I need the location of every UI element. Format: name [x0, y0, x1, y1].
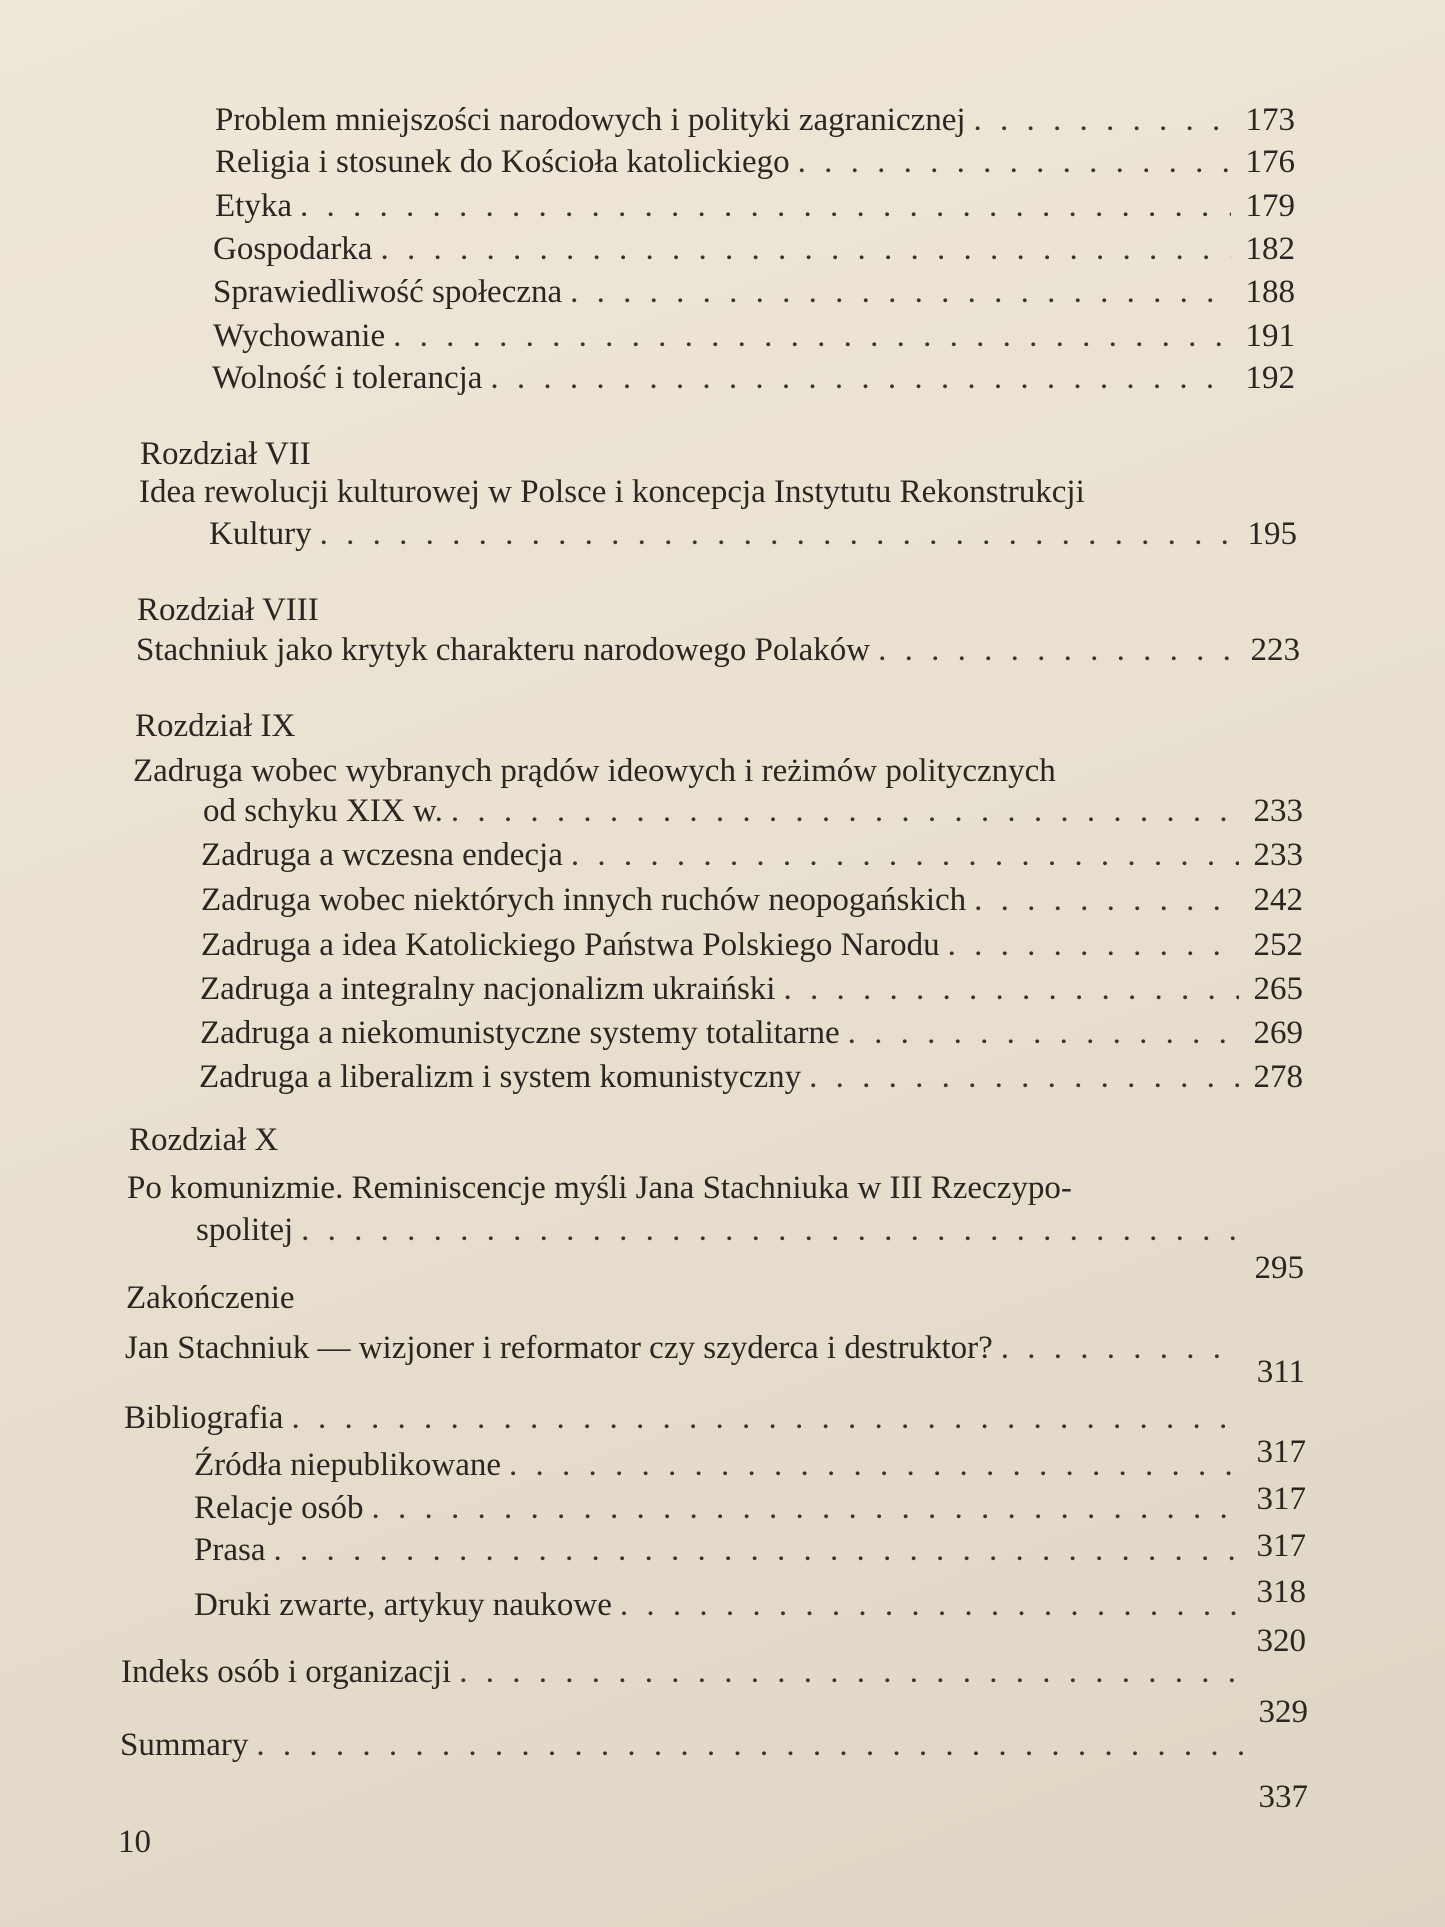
chapter-heading: Rozdział VII — [140, 436, 311, 472]
toc-entry — [213, 229, 1295, 269]
toc-entry-page: 311 — [1256, 1354, 1305, 1390]
toc-entry-title: Wolność i tolerancja — [212, 360, 483, 396]
dot-leader — [300, 186, 1231, 226]
dot-leader — [620, 1585, 1242, 1625]
toc-entry-page: 179 — [1245, 188, 1295, 224]
toc-entry-title: Gospodarka — [213, 231, 373, 267]
toc-entry — [201, 835, 1303, 875]
dot-leader — [393, 316, 1231, 356]
dot-leader — [1001, 1328, 1241, 1368]
toc-entry — [201, 880, 1303, 920]
dot-leader — [974, 100, 1231, 140]
toc-entry-title: Zadruga a integralny nacjonalizm ukraiński — [200, 971, 776, 1007]
dot-leader — [372, 1488, 1242, 1528]
toc-entry — [120, 1725, 1308, 1815]
dot-leader — [459, 1652, 1244, 1692]
toc-entry-page: 329 — [1258, 1694, 1308, 1730]
toc-entry-title: Etyka — [215, 188, 292, 224]
chapter-title: Idea rewolucji kulturowej w Polsce i koncepcja Instytutu Rekonstrukcji — [139, 474, 1085, 510]
chapter-title: Po komunizmie. Reminiscencje myśli Jana Stachniuka w III Rzeczypo- — [127, 1170, 1072, 1206]
toc-entry-page: 182 — [1245, 231, 1295, 267]
toc-entry — [121, 1652, 1308, 1730]
dot-leader — [809, 1057, 1239, 1097]
dot-leader — [256, 1725, 1244, 1765]
toc-entry-page: 173 — [1245, 102, 1295, 138]
toc-entry-page: 176 — [1245, 144, 1295, 180]
toc-entry-page: 223 — [1250, 632, 1300, 668]
toc-entry-page: 278 — [1253, 1059, 1303, 1095]
page-number: 10 — [118, 1824, 151, 1860]
toc-entry-page: 233 — [1253, 837, 1303, 873]
dot-leader — [878, 630, 1236, 670]
dot-leader — [848, 1013, 1239, 1053]
dot-leader — [291, 1398, 1242, 1438]
toc-entry-title: Stachniuk jako krytyk charakteru narodowego Polaków — [136, 632, 871, 668]
toc-entry-title: spolitej — [196, 1212, 294, 1248]
toc-entry — [194, 1585, 1306, 1659]
chapter-heading: Rozdział IX — [135, 708, 296, 744]
toc-entry-page: 252 — [1253, 927, 1303, 963]
toc-entry-page: 192 — [1245, 360, 1295, 396]
toc-entry — [199, 1057, 1303, 1097]
chapter-heading: Rozdział VIII — [137, 592, 319, 628]
toc-entry — [209, 514, 1297, 554]
toc-entry-title: Zadruga a liberalizm i system komunistyczny — [199, 1059, 802, 1095]
dot-leader — [273, 1530, 1242, 1570]
toc-entry-title: Źródła niepublikowane — [194, 1447, 501, 1483]
toc-entry-page: 337 — [1258, 1779, 1308, 1815]
dot-leader — [948, 925, 1239, 965]
toc-entry-title: Problem mniejszości narodowych i polityki zagranicznej — [215, 102, 966, 138]
toc-entry-page: 317 — [1256, 1481, 1306, 1517]
toc-entry — [212, 358, 1295, 398]
toc-entry-title: Druki zwarte, artykuy naukowe — [194, 1587, 612, 1623]
toc-entry-page: 320 — [1256, 1623, 1306, 1659]
toc-entry-page: 191 — [1245, 318, 1295, 354]
toc-entry-title: od schyku XIX w. — [203, 793, 443, 829]
toc-entry-title: Indeks osób i organizacji — [121, 1654, 452, 1690]
toc-entry-title: Wychowanie — [213, 318, 386, 354]
toc-entry — [200, 1013, 1303, 1053]
chapter-heading: Zakończenie — [126, 1280, 295, 1316]
dot-leader — [380, 229, 1231, 269]
dot-leader — [490, 358, 1231, 398]
toc-entry-title: Zadruga a idea Katolickiego Państwa Polskiego Narodu — [201, 927, 940, 963]
toc-entry-page: 188 — [1245, 274, 1295, 310]
toc-entry-page: 295 — [1254, 1250, 1304, 1286]
toc-entry-title: Jan Stachniuk — wizjoner i reformator czy szyderca i destruktor? — [125, 1330, 993, 1366]
toc-entry — [213, 316, 1295, 356]
toc-entry — [203, 791, 1303, 831]
dot-leader — [301, 1210, 1240, 1250]
toc-entry-page: 242 — [1253, 882, 1303, 918]
toc-entry — [136, 630, 1300, 670]
toc-entry-page: 233 — [1253, 793, 1303, 829]
toc-entry — [125, 1328, 1305, 1390]
dot-leader — [798, 142, 1231, 182]
toc-entry-page: 317 — [1256, 1528, 1306, 1564]
toc-entry-page: 195 — [1247, 516, 1297, 552]
toc-entry — [215, 186, 1295, 226]
dot-leader — [571, 835, 1239, 875]
dot-leader — [974, 880, 1239, 920]
chapter-heading: Rozdział X — [129, 1122, 279, 1158]
toc-entry-title: Zadruga a wczesna endecja — [201, 837, 563, 873]
toc-entry — [215, 100, 1295, 140]
toc-entry-page: 265 — [1253, 971, 1303, 1007]
dot-leader — [451, 791, 1239, 831]
chapter-title: Zadruga wobec wybranych prądów ideowych i reżimów politycznych — [133, 753, 1056, 789]
toc-entry-title: Religia i stosunek do Kościoła katolickiego — [215, 144, 790, 180]
toc-entry — [200, 969, 1303, 1009]
toc-entry-title: Summary — [120, 1727, 249, 1763]
toc-entry-title: Zadruga wobec niektórych innych ruchów neopogańskich — [201, 882, 967, 918]
toc-entry-title: Relacje osób — [194, 1490, 364, 1526]
toc-entry-page: 318 — [1256, 1574, 1306, 1610]
toc-entry-page: 317 — [1256, 1434, 1306, 1470]
dot-leader — [320, 514, 1233, 554]
toc-entry-title: Sprawiedliwość społeczna — [213, 274, 563, 310]
toc-entry — [201, 925, 1303, 965]
toc-entry-title: Bibliografia — [124, 1400, 284, 1436]
dot-leader — [570, 272, 1231, 312]
dot-leader — [783, 969, 1239, 1009]
toc-entry-page: 269 — [1253, 1015, 1303, 1051]
toc-entry — [215, 142, 1295, 182]
toc-entry-title: Prasa — [194, 1532, 266, 1568]
toc-entry — [196, 1210, 1304, 1286]
dot-leader — [509, 1445, 1242, 1485]
toc-entry-title: Zadruga a niekomunistyczne systemy totalitarne — [200, 1015, 840, 1051]
toc-entry-title: Kultury — [209, 516, 312, 552]
toc-entry — [213, 272, 1295, 312]
